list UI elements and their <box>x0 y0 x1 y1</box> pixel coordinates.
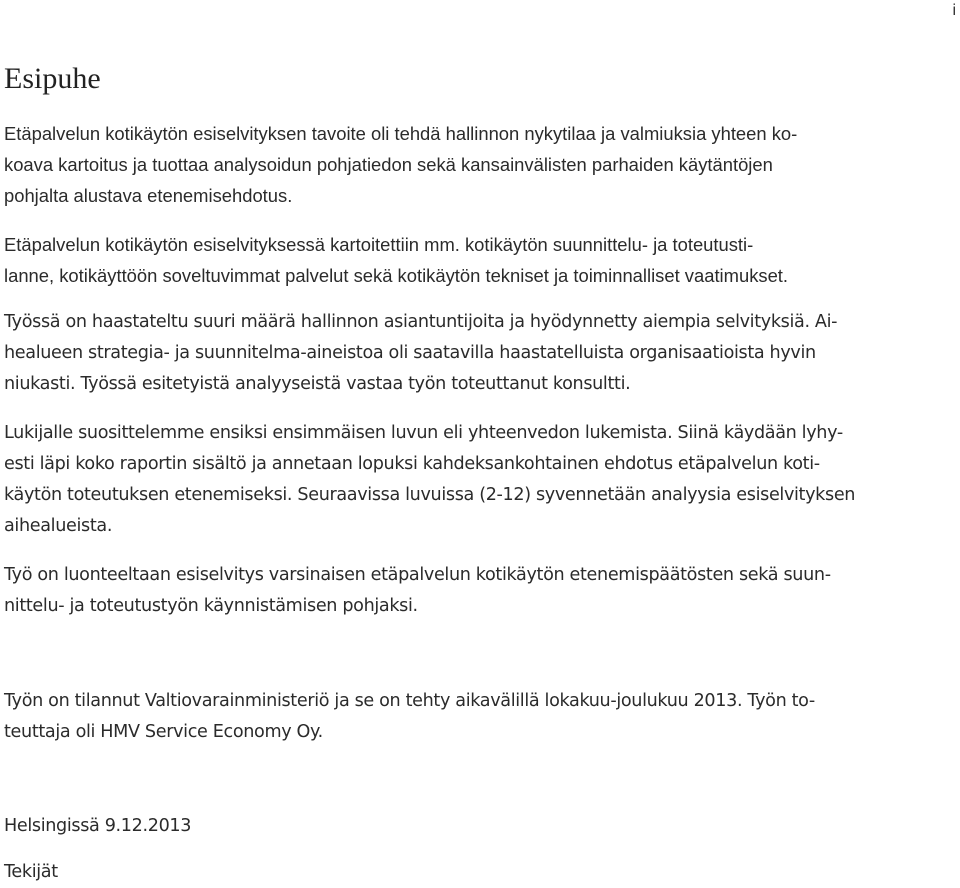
text-line: koava kartoitus ja tuottaa analysoidun pohjatiedon sekä kansainvälisten parhaiden käytäntöjen <box>4 154 773 175</box>
text-line: niukasti. Työssä esitetyistä analyyseistä vastaa työn toteuttanut konsultti. <box>4 374 631 394</box>
text-line: Työn on tilannut Valtiovarainministeriö ja se on tehty aikavälillä lokakuu-joulukuu 2013. Työn to- <box>4 691 815 711</box>
page-title: Esipuhe <box>4 62 101 95</box>
text-line: nittelu- ja toteutustyön käynnistämisen pohjaksi. <box>4 596 418 616</box>
text-line: esti läpi koko raportin sisältö ja annetaan lopuksi kahdeksankohtainen ehdotus etäpalvelun koti- <box>4 454 820 474</box>
place-date <box>4 811 956 842</box>
text-line: Työ on luonteeltaan esiselvitys varsinaisen etäpalvelun kotikäytön etenemispäätösten sekä suun- <box>4 565 831 585</box>
paragraph-nature <box>4 560 956 622</box>
text-line: teuttaja oli HMV Service Economy Oy. <box>4 722 323 742</box>
paragraph-commissioner <box>4 686 956 748</box>
text-line: Tekijät <box>4 862 58 882</box>
text-line: Lukijalle suosittelemme ensiksi ensimmäisen luvun eli yhteenvedon lukemista. Siinä käydään lyhy- <box>4 423 843 443</box>
paragraph-reading-guide <box>4 418 956 542</box>
paragraph-method <box>4 307 956 400</box>
text-line: käytön toteutuksen etenemiseksi. Seuraavissa luvuissa (2-12) syvennetään analyysia esiselvityksen <box>4 485 856 505</box>
text-line: Etäpalvelun kotikäytön esiselvityksessä kartoitettiin mm. kotikäytön suunnittelu- ja toteutusti- <box>4 234 754 255</box>
authors-signature <box>4 857 956 888</box>
page-number: i <box>952 2 956 19</box>
text-line: Etäpalvelun kotikäytön esiselvityksen tavoite oli tehdä hallinnon nykytilaa ja valmiuksia yhteen ko- <box>4 123 798 144</box>
text-line: lanne, kotikäyttöön soveltuvimmat palvelut sekä kotikäytön tekniset ja toiminnalliset vaatimukset. <box>4 265 789 286</box>
text-line: Helsingissä 9.12.2013 <box>4 816 192 836</box>
text-line: pohjalta alustava etenemisehdotus. <box>4 185 293 206</box>
text-line: healueen strategia- ja suunnitelma-aineistoa oli saatavilla haastatelluista organisaatioista hyvin <box>4 343 816 363</box>
text-line: Työssä on haastateltu suuri määrä hallinnon asiantuntijoita ja hyödynnetty aiempia selvityksiä. Ai- <box>4 312 838 332</box>
paragraph-objective <box>4 118 956 211</box>
paragraph-scope <box>4 229 956 291</box>
text-line: aihealueista. <box>4 516 113 536</box>
